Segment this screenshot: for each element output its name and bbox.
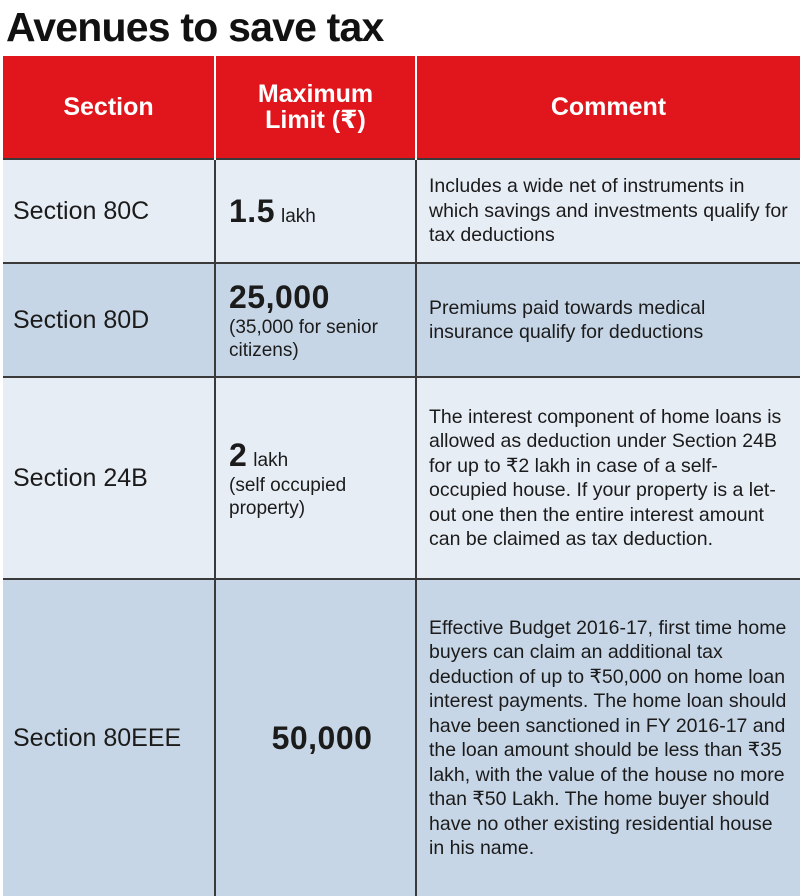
comment-cell: Includes a wide net of instruments in which savings and investments qualify for tax deductions — [416, 159, 800, 263]
limit-unit: lakh — [280, 205, 316, 227]
header-max-limit — [215, 56, 416, 159]
table-header-row — [3, 56, 800, 159]
table-row — [3, 579, 800, 896]
header-max-limit-line2: Limit (₹) — [265, 106, 366, 134]
limit-cell — [215, 377, 416, 579]
section-cell: Section 80D — [3, 263, 215, 377]
page-title: Avenues to save tax — [6, 4, 384, 50]
header-comment: Comment — [416, 56, 800, 159]
comment-cell: The interest component of home loans is allowed as deduction under Section 24B for up to ₹2 lakh in case of a self-occupied house. If your property is a let-out one then the entire interest amount can be claimed as tax deduction. — [416, 377, 800, 579]
table-row — [3, 377, 800, 579]
limit-value: 2 — [229, 436, 248, 473]
limit-value: 25,000 — [229, 278, 330, 315]
comment-cell: Premiums paid towards medical insurance qualify for deductions — [416, 263, 800, 377]
limit-cell — [215, 263, 416, 377]
section-cell: Section 80EEE — [3, 579, 215, 896]
header-max-limit-line1: Maximum — [257, 79, 374, 108]
comment-cell: Effective Budget 2016-17, first time home buyers can claim an additional tax deduction of up to ₹50,000 on home loan interest payments. The home loan should have been sanctioned in FY 2016-17 and the loan amount should be less than ₹35 lakh, with the value of the house no more than ₹50 Lakh. The home buyer should have no other existing residential house in his name. — [416, 579, 800, 896]
limit-note: (35,000 for senior citizens) — [229, 316, 378, 361]
limit-cell — [215, 579, 416, 896]
section-cell: Section 80C — [3, 159, 215, 263]
section-cell: Section 24B — [3, 377, 215, 579]
limit-cell — [215, 159, 416, 263]
tax-table — [3, 56, 800, 896]
limit-note: (self occupied property) — [229, 474, 347, 519]
limit-value: 50,000 — [271, 719, 373, 756]
limit-unit: lakh — [253, 449, 289, 471]
table-row — [3, 159, 800, 263]
header-section: Section — [3, 56, 215, 159]
table-row — [3, 263, 800, 377]
limit-value: 1.5 — [229, 192, 275, 229]
